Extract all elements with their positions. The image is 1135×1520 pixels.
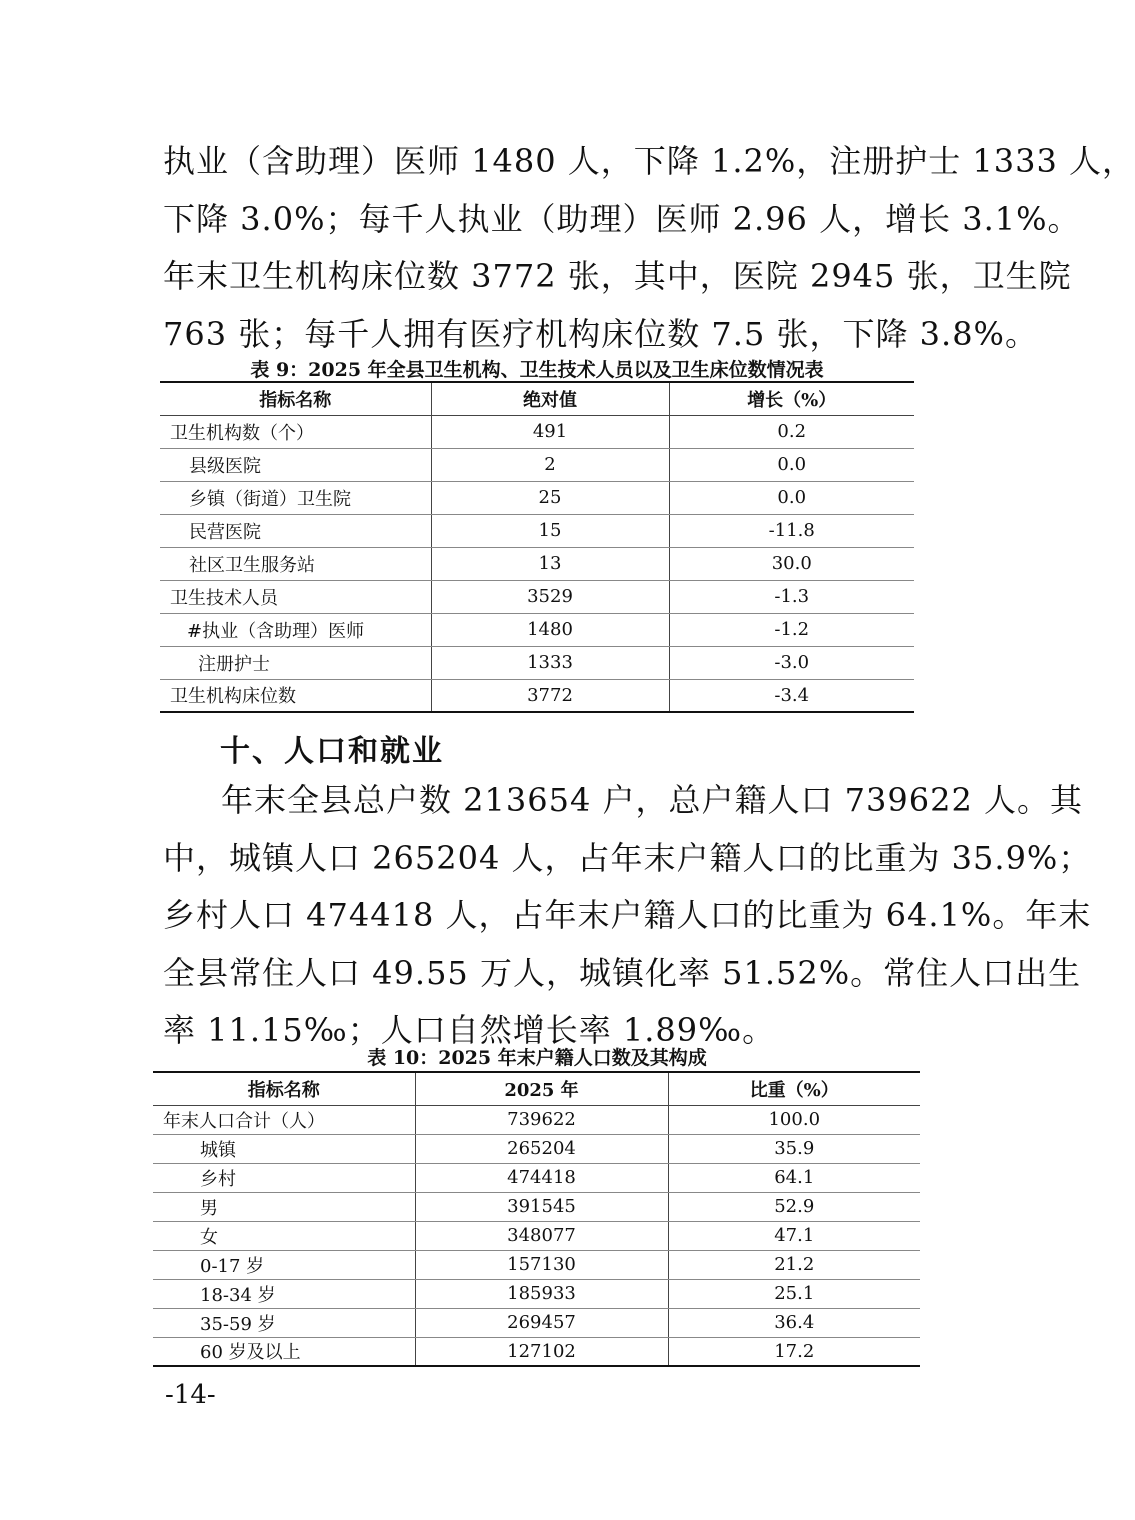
row-share: 21.2 bbox=[668, 1250, 920, 1279]
row-growth: -3.0 bbox=[669, 646, 914, 679]
row-name: 乡镇（街道）卫生院 bbox=[160, 481, 431, 514]
row-name: 60 岁及以上 bbox=[153, 1337, 415, 1366]
row-name: 年末人口合计（人） bbox=[153, 1105, 415, 1134]
row-value: 185933 bbox=[415, 1279, 668, 1308]
table-header-row bbox=[153, 1072, 920, 1105]
page-number: -14- bbox=[165, 1380, 216, 1410]
row-growth: -3.4 bbox=[669, 679, 914, 712]
row-name: 乡村 bbox=[153, 1163, 415, 1192]
row-name: 县级医院 bbox=[160, 448, 431, 481]
row-value: 2 bbox=[431, 448, 669, 481]
table-row bbox=[160, 580, 914, 613]
row-growth: 0.0 bbox=[669, 481, 914, 514]
paragraph-line: 执业（含助理）医师 1480 人，下降 1.2%，注册护士 1333 人， bbox=[163, 142, 1135, 180]
row-name: 女 bbox=[153, 1221, 415, 1250]
column-header: 2025 年 bbox=[415, 1072, 668, 1105]
row-value: 739622 bbox=[415, 1105, 668, 1134]
section-heading: 十、人口和就业 bbox=[220, 734, 444, 769]
table-row bbox=[153, 1163, 920, 1192]
table-row bbox=[160, 448, 914, 481]
row-name: 卫生机构床位数 bbox=[160, 679, 431, 712]
column-header: 绝对值 bbox=[431, 382, 669, 415]
table-row bbox=[160, 481, 914, 514]
table-row bbox=[160, 679, 914, 712]
row-name: 卫生技术人员 bbox=[160, 580, 431, 613]
row-name: 18-34 岁 bbox=[153, 1279, 415, 1308]
paragraph-line: 率 11.15‰；人口自然增长率 1.89‰。 bbox=[163, 1011, 776, 1049]
row-growth: -11.8 bbox=[669, 514, 914, 547]
row-name: 卫生机构数（个） bbox=[160, 415, 431, 448]
row-share: 35.9 bbox=[668, 1134, 920, 1163]
row-growth: -1.3 bbox=[669, 580, 914, 613]
row-value: 13 bbox=[431, 547, 669, 580]
paragraph-line: 763 张；每千人拥有医疗机构床位数 7.5 张，下降 3.8%。 bbox=[163, 314, 1038, 353]
table-row bbox=[160, 646, 914, 679]
row-name: 城镇 bbox=[153, 1134, 415, 1163]
population-paragraph bbox=[163, 772, 1092, 1060]
row-growth: 0.0 bbox=[669, 448, 914, 481]
row-value: 157130 bbox=[415, 1250, 668, 1279]
row-value: 348077 bbox=[415, 1221, 668, 1250]
row-share: 47.1 bbox=[668, 1221, 920, 1250]
column-header: 增长（%） bbox=[669, 382, 914, 415]
row-value: 3772 bbox=[431, 679, 669, 712]
row-name: 男 bbox=[153, 1192, 415, 1221]
intro-paragraph bbox=[163, 133, 1135, 363]
row-share: 25.1 bbox=[668, 1279, 920, 1308]
table9 bbox=[160, 381, 914, 713]
row-value: 15 bbox=[431, 514, 669, 547]
table-row bbox=[160, 415, 914, 448]
paragraph-line: 年末卫生机构床位数 3772 张，其中，医院 2945 张，卫生院 bbox=[163, 257, 1072, 295]
row-share: 52.9 bbox=[668, 1192, 920, 1221]
paragraph-line: 乡村人口 474418 人，占年末户籍人口的比重为 64.1%。年末 bbox=[163, 896, 1092, 934]
column-header: 指标名称 bbox=[160, 382, 431, 415]
column-header: 比重（%） bbox=[668, 1072, 920, 1105]
row-value: 391545 bbox=[415, 1192, 668, 1221]
row-value: 1333 bbox=[431, 646, 669, 679]
table-row bbox=[153, 1192, 920, 1221]
table-row bbox=[153, 1105, 920, 1134]
paragraph-line: 中，城镇人口 265204 人，占年末户籍人口的比重为 35.9%； bbox=[163, 838, 1092, 877]
table-row bbox=[153, 1221, 920, 1250]
paragraph-line: 年末全县总户数 213654 户，总户籍人口 739622 人。其 bbox=[221, 781, 1084, 819]
row-value: 265204 bbox=[415, 1134, 668, 1163]
row-share: 100.0 bbox=[668, 1105, 920, 1134]
row-share: 64.1 bbox=[668, 1163, 920, 1192]
table-row bbox=[153, 1337, 920, 1366]
row-name: 民营医院 bbox=[160, 514, 431, 547]
row-name: 社区卫生服务站 bbox=[160, 547, 431, 580]
paragraph-line: 全县常住人口 49.55 万人，城镇化率 51.52%。常住人口出生 bbox=[163, 953, 1082, 992]
row-share: 36.4 bbox=[668, 1308, 920, 1337]
row-value: 127102 bbox=[415, 1337, 668, 1366]
row-value: 25 bbox=[431, 481, 669, 514]
paragraph-line: 下降 3.0%；每千人执业（助理）医师 2.96 人，增长 3.1%。 bbox=[163, 199, 1081, 238]
table-row bbox=[153, 1134, 920, 1163]
row-name: #执业（含助理）医师 bbox=[160, 613, 431, 646]
row-name: 0-17 岁 bbox=[153, 1250, 415, 1279]
table-row bbox=[160, 547, 914, 580]
row-value: 474418 bbox=[415, 1163, 668, 1192]
row-value: 269457 bbox=[415, 1308, 668, 1337]
table9-caption: 表 9：2025 年全县卫生机构、卫生技术人员以及卫生床位数情况表 bbox=[250, 359, 824, 381]
table10 bbox=[153, 1071, 920, 1367]
column-header: 指标名称 bbox=[153, 1072, 415, 1105]
row-name: 注册护士 bbox=[160, 646, 431, 679]
table-header-row bbox=[160, 382, 914, 415]
row-value: 491 bbox=[431, 415, 669, 448]
row-value: 3529 bbox=[431, 580, 669, 613]
table-row bbox=[153, 1279, 920, 1308]
row-share: 17.2 bbox=[668, 1337, 920, 1366]
row-growth: 30.0 bbox=[669, 547, 914, 580]
table10-caption: 表 10：2025 年末户籍人口数及其构成 bbox=[367, 1047, 707, 1069]
row-value: 1480 bbox=[431, 613, 669, 646]
row-name: 35-59 岁 bbox=[153, 1308, 415, 1337]
table-row bbox=[153, 1250, 920, 1279]
table-row bbox=[160, 613, 914, 646]
table-row bbox=[160, 514, 914, 547]
row-growth: -1.2 bbox=[669, 613, 914, 646]
row-growth: 0.2 bbox=[669, 415, 914, 448]
table-row bbox=[153, 1308, 920, 1337]
